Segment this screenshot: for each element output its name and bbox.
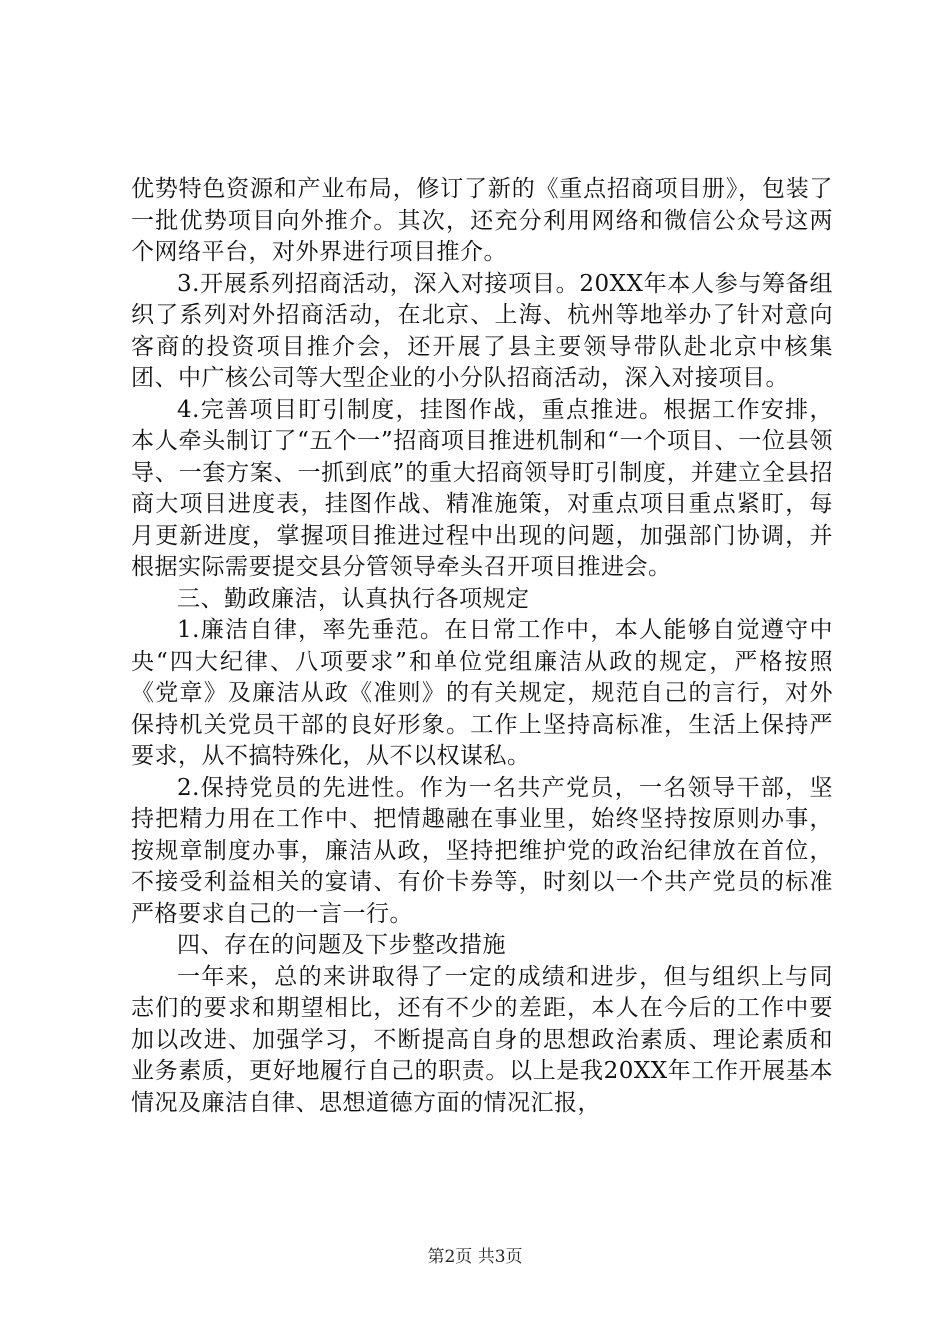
paragraph-summary: 一年来，总的来讲取得了一定的成绩和进步，但与组织上与同志们的要求和期望相比，还有不少的差距，本人在今后的工作中要加以改进、加强学习，不断提高自身的思想政治素质、理论素质和业务素质，更好地履行自己的职责。以上是我20XX年工作开展基本情况及廉洁自律、思想道德方面的情况汇报，: [131, 963, 833, 1116]
paragraph-investment-activities: 3.开展系列招商活动，深入对接项目。20XX年本人参与筹备组织了系列对外招商活动，在北京、上海、杭州等地举办了针对意向客商的投资项目推介会，还开展了县主要领导带队赴北京中核集团、中广核公司等大型企业的小分队招商活动，深入对接项目。: [131, 270, 833, 391]
section-heading-problems: 四、存在的问题及下步整改措施: [177, 932, 506, 958]
paragraph-continuation: 优势特色资源和产业布局，修订了新的《重点招商项目册》，包装了一批优势项目向外推介。其次，还充分利用网络和微信公众号这两个网络平台，对外界进行项目推介。: [131, 176, 833, 265]
page-footer: [0, 1242, 950, 1267]
document-body: [131, 174, 833, 1119]
page-number-label: 第2页 共3页: [427, 1247, 523, 1267]
paragraph-project-tracking: 4.完善项目盯引制度，挂图作战，重点推进。根据工作安排，本人牵头制订了“五个一”招商项目推进机制和“一个项目、一位县领导、一套方案、一抓到底”的重大招商领导盯引制度，并建立全县招商大项目进度表，挂图作战、精准施策，对重点项目重点紧盯，每月更新进度，掌握项目推进过程中出现的问题，加强部门协调，并根据实际需要提交县分管领导牵头召开项目推进会。: [131, 396, 833, 580]
paragraph-party-member: 2.保持党员的先进性。作为一名共产党员，一名领导干部，坚持把精力用在工作中、把情趣融在事业里，始终坚持按原则办事，按规章制度办事，廉洁从政，坚持把维护党的政治纪律放在首位，不接受利益相关的宴请、有价卡券等，时刻以一个共产党员的标准严格要求自己的一言一行。: [131, 774, 833, 927]
section-heading-integrity: 三、勤政廉洁，认真执行各项规定: [177, 585, 530, 612]
paragraph-self-discipline: 1.廉洁自律，率先垂范。在日常工作中，本人能够自觉遵守中央“四大纪律、八项要求”和单位党组廉洁从政的规定，严格按照《党章》及廉洁从政《准则》的有关规定，规范自己的言行，对外保持机关党员干部的良好形象。工作上坚持高标准，生活上保持严要求，从不搞特殊化，从不以权谋私。: [131, 617, 833, 769]
